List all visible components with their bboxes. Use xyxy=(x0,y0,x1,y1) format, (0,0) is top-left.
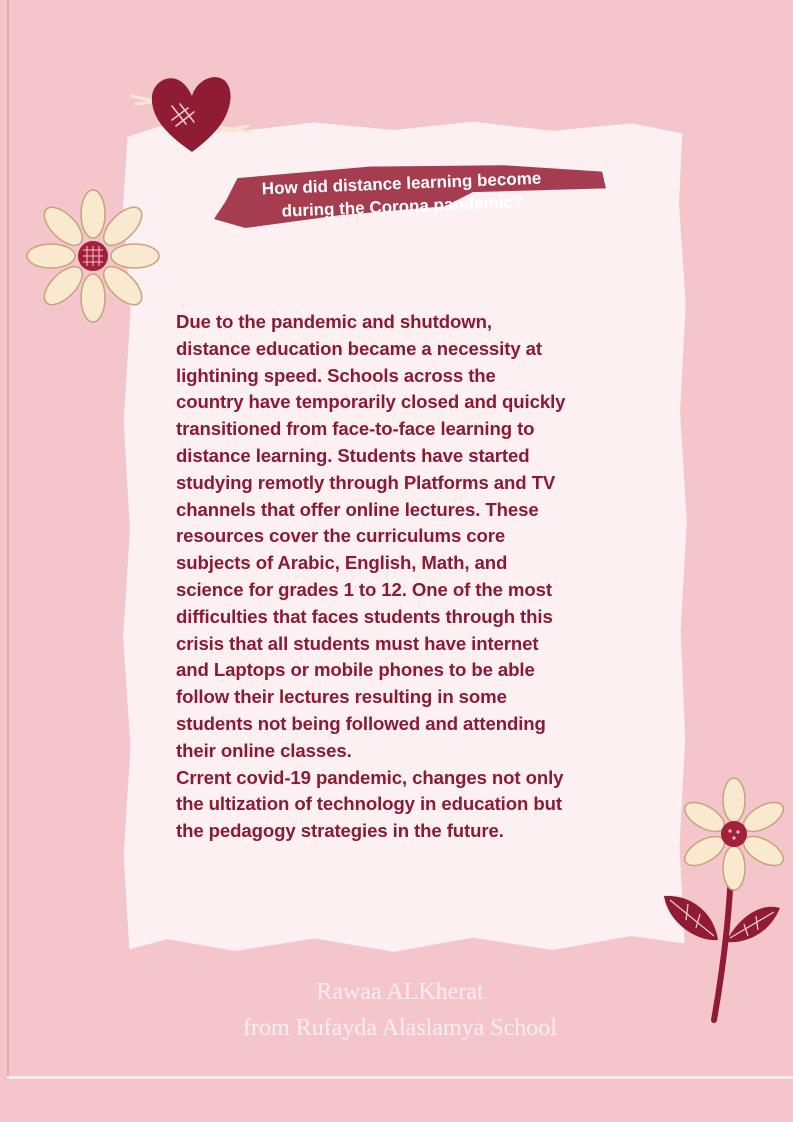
flower-stem-icon xyxy=(656,772,793,1028)
article-body: Due to the pandemic and shutdown, distance education became a necessity at lightining speed. Schools across the country have temporarily closed and quickly transitioned from face-to-face learning to distance learning. Students have started studying remotly through Platforms and TV channels that offer online lectures. These resources cover the curriculums core subjects of Arabic, English, Math, and science for grades 1 to 12. One of the most difficulties that faces students through this crisis that all students must have internet and Laptops or mobile phones to be able follow their lectures resulting in some students not being followed and attending their online classes. Crrent covid-19 pandemic, changes not only the ultization of technology in education but the pedagogy strategies in the future. xyxy=(176,311,566,842)
heart-icon xyxy=(128,66,258,161)
credit-block xyxy=(140,974,660,1046)
page-edge-line-bottom xyxy=(7,1076,793,1079)
daisy-flower-icon xyxy=(24,188,162,326)
banner-title: How did distance learning become during the Corona pandemic? xyxy=(261,168,542,221)
credit-school: from Rufayda Alaslamya School xyxy=(243,1015,557,1041)
credit-author: Rawaa ALKherat xyxy=(316,979,484,1005)
page-edge-line-left xyxy=(7,0,9,1080)
